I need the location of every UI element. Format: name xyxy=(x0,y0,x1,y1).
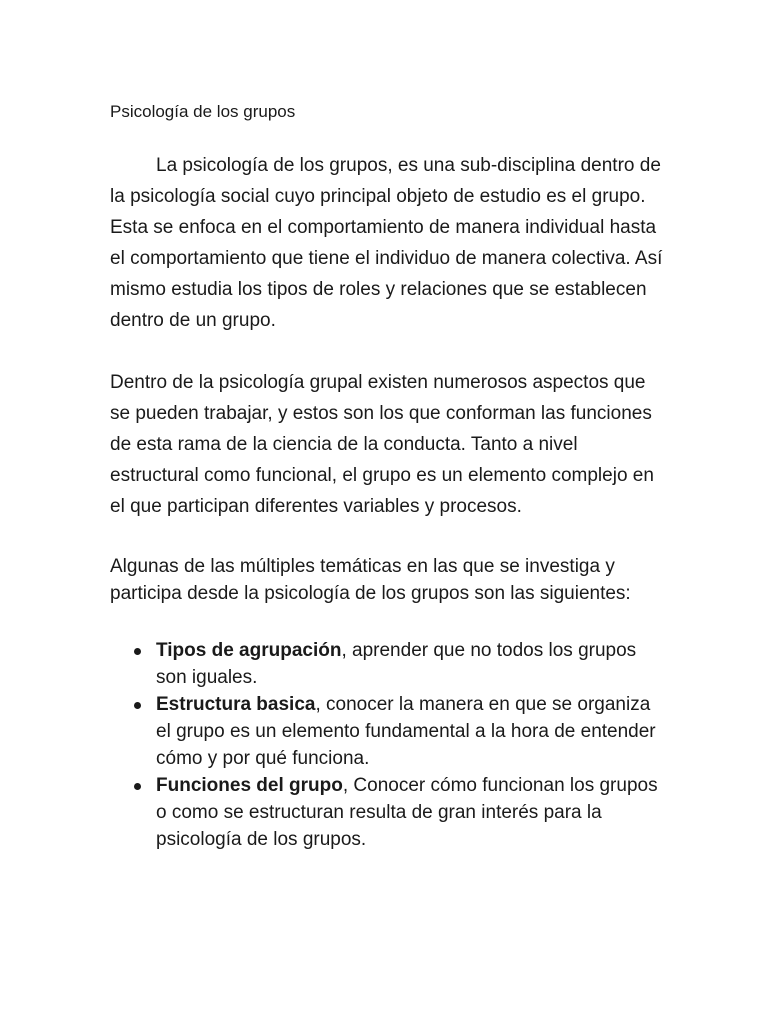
bullet-icon xyxy=(134,783,141,790)
paragraph-topics-intro: Algunas de las múltiples temáticas en las que se investiga y participa desde la psicología de los grupos son las siguientes: xyxy=(110,556,631,604)
bullet-icon xyxy=(134,702,141,709)
list-item xyxy=(110,772,670,853)
topics-list xyxy=(110,637,670,853)
paragraph-intro: La psicología de los grupos, es una sub-disciplina dentro de la psicología social cuyo principal objeto de estudio es el grupo. Esta se enfoca en el comportamiento de manera individual hasta el comportamiento que tiene el individuo de manera colectiva. Así mismo estudia los tipos de roles y relaciones que se establecen dentro de un grupo. xyxy=(110,155,663,331)
document-page xyxy=(110,100,670,853)
document-title: Psicología de los grupos xyxy=(110,102,296,121)
bullet-icon xyxy=(134,648,141,655)
bullet-text: , Conocer cómo funcionan los grupos o como se estructuran resulta de gran interés para la psicología de los grupos. xyxy=(156,775,658,850)
bullet-term: Estructura basica xyxy=(156,694,316,715)
bullet-text: , aprender que no todos los grupos son iguales. xyxy=(156,640,637,688)
list-item xyxy=(110,637,670,691)
bullet-text: , conocer la manera en que se organiza el grupo es un elemento fundamental a la hora de entender cómo y por qué funciona. xyxy=(156,694,656,769)
list-item xyxy=(110,691,670,772)
bullet-term: Funciones del grupo xyxy=(156,775,343,796)
paragraph-aspects: Dentro de la psicología grupal existen numerosos aspectos que se pueden trabajar, y estos son los que conforman las funciones de esta rama de la ciencia de la conducta. Tanto a nivel estructural como funcional, el grupo es un elemento complejo en el que participan diferentes variables y procesos. xyxy=(110,372,654,517)
bullet-term: Tipos de agrupación xyxy=(156,640,342,661)
